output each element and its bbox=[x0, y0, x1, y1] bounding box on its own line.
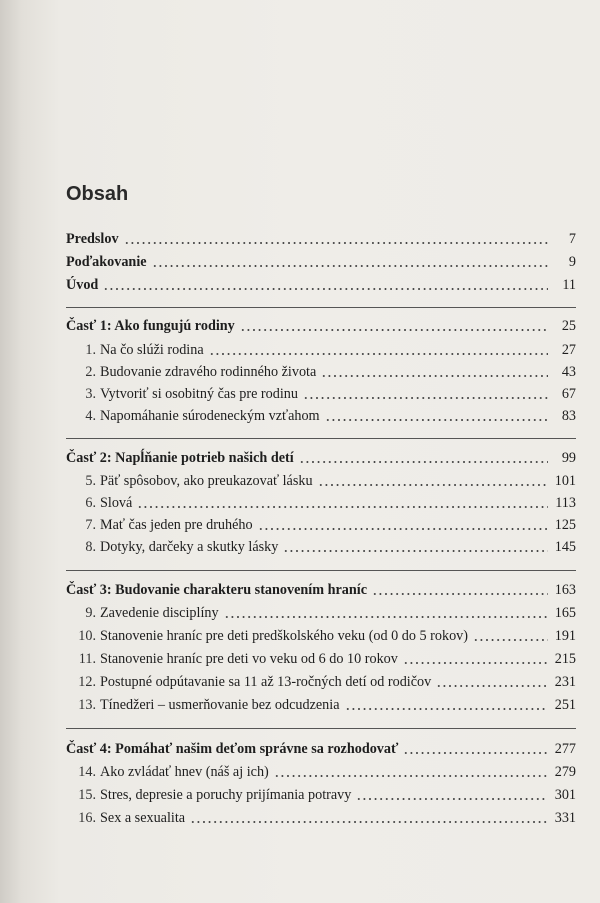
toc-chapter-3 bbox=[66, 383, 576, 403]
chapter-number: 1. bbox=[85, 342, 96, 358]
chapter-label: Ako zvládať hnev (náš aj ich) bbox=[100, 764, 269, 780]
toc-chapter-7 bbox=[66, 514, 576, 534]
toc-part-4 bbox=[66, 738, 576, 758]
toc-entry-uvod bbox=[66, 274, 576, 294]
toc-chapter-13 bbox=[66, 694, 576, 714]
leader-dots bbox=[345, 708, 548, 710]
entry-page: 25 bbox=[561, 318, 576, 334]
entry-page: 101 bbox=[554, 473, 576, 489]
toc-entry-podakovanie bbox=[66, 251, 576, 271]
entry-page: 331 bbox=[554, 810, 576, 826]
chapter-number: 4. bbox=[85, 408, 96, 424]
chapter-label: Dotyky, darčeky a skutky lásky bbox=[100, 539, 279, 555]
toc-part-2 bbox=[66, 447, 576, 467]
toc-chapter-5 bbox=[66, 470, 576, 490]
chapter-number: 14. bbox=[78, 764, 96, 780]
chapter-number: 2. bbox=[85, 364, 96, 380]
leader-dots bbox=[303, 397, 548, 399]
entry-page: 301 bbox=[554, 787, 576, 803]
entry-page: 165 bbox=[554, 605, 576, 621]
chapter-label: Napomáhanie súrodeneckým vzťahom bbox=[100, 408, 320, 424]
chapter-label: Stanovenie hraníc pre deti vo veku od 6 do 10 rokov bbox=[100, 651, 398, 667]
entry-label: Predslov bbox=[66, 231, 119, 247]
leader-dots bbox=[258, 528, 548, 530]
chapter-number: 3. bbox=[85, 386, 96, 402]
leader-dots bbox=[209, 353, 548, 355]
leader-dots bbox=[321, 375, 548, 377]
chapter-label: Stanovenie hraníc pre deti predškolského veku (od 0 do 5 rokov) bbox=[100, 628, 468, 644]
part-title: Časť 4: Pomáhať našim deťom správne sa rozhodovať bbox=[66, 741, 399, 757]
chapter-label: Päť spôsobov, ako preukazovať lásku bbox=[100, 473, 313, 489]
part-title: Časť 1: Ako fungujú rodiny bbox=[66, 318, 235, 334]
leader-dots bbox=[103, 288, 548, 290]
entry-page: 191 bbox=[554, 628, 576, 644]
entry-page: 277 bbox=[554, 741, 576, 757]
leader-dots bbox=[318, 484, 548, 486]
leader-dots bbox=[274, 775, 548, 777]
section-divider bbox=[66, 438, 576, 439]
leader-dots bbox=[124, 242, 548, 244]
chapter-number: 9. bbox=[85, 605, 96, 621]
section-divider bbox=[66, 570, 576, 571]
entry-page: 231 bbox=[554, 674, 576, 690]
chapter-label: Budovanie zdravého rodinného života bbox=[100, 364, 317, 380]
toc-chapter-12 bbox=[66, 671, 576, 691]
toc-part-3 bbox=[66, 579, 576, 599]
chapter-number: 16. bbox=[78, 810, 96, 826]
entry-page: 7 bbox=[568, 231, 576, 247]
entry-page: 125 bbox=[554, 517, 576, 533]
entry-page: 27 bbox=[561, 342, 576, 358]
chapter-number: 12. bbox=[78, 674, 96, 690]
chapter-label: Slová bbox=[100, 495, 133, 511]
chapter-label: Stres, depresie a poruchy prijímania potravy bbox=[100, 787, 352, 803]
entry-page: 113 bbox=[555, 495, 576, 511]
toc-chapter-1 bbox=[66, 339, 576, 359]
chapter-number: 10. bbox=[78, 628, 96, 644]
chapter-label: Vytvoriť si osobitný čas pre rodinu bbox=[100, 386, 298, 402]
chapter-label: Zavedenie disciplíny bbox=[100, 605, 219, 621]
section-divider bbox=[66, 728, 576, 729]
toc-chapter-15 bbox=[66, 784, 576, 804]
leader-dots bbox=[224, 616, 548, 618]
chapter-label: Tínedžeri – usmerňovanie bez odcudzenia bbox=[100, 697, 340, 713]
entry-page: 279 bbox=[554, 764, 576, 780]
leader-dots bbox=[473, 639, 548, 641]
toc-chapter-2 bbox=[66, 361, 576, 381]
chapter-number: 5. bbox=[85, 473, 96, 489]
entry-page: 67 bbox=[561, 386, 576, 402]
leader-dots bbox=[403, 752, 548, 754]
toc-chapter-6 bbox=[66, 492, 576, 512]
chapter-number: 6. bbox=[85, 495, 96, 511]
leader-dots bbox=[137, 506, 548, 508]
chapter-label: Sex a sexualita bbox=[100, 810, 186, 826]
part-title: Časť 2: Napĺňanie potrieb našich detí bbox=[66, 450, 294, 466]
toc-chapter-11 bbox=[66, 648, 576, 668]
entry-page: 163 bbox=[554, 582, 576, 598]
entry-label: Poďakovanie bbox=[66, 254, 147, 270]
leader-dots bbox=[152, 265, 548, 267]
chapter-number: 15. bbox=[78, 787, 96, 803]
chapter-number: 7. bbox=[85, 517, 96, 533]
entry-page: 43 bbox=[561, 364, 576, 380]
toc-part-1 bbox=[66, 315, 576, 335]
chapter-label: Na čo slúži rodina bbox=[100, 342, 204, 358]
section-divider bbox=[66, 307, 576, 308]
leader-dots bbox=[403, 662, 548, 664]
leader-dots bbox=[325, 419, 548, 421]
entry-page: 83 bbox=[561, 408, 576, 424]
leader-dots bbox=[283, 550, 548, 552]
toc-chapter-16 bbox=[66, 807, 576, 827]
toc-title: Obsah bbox=[66, 183, 129, 205]
entry-page: 215 bbox=[554, 651, 576, 667]
toc-chapter-8 bbox=[66, 536, 576, 556]
leader-dots bbox=[190, 821, 548, 823]
chapter-label: Mať čas jeden pre druhého bbox=[100, 517, 253, 533]
entry-page: 145 bbox=[554, 539, 576, 555]
toc-chapter-9 bbox=[66, 602, 576, 622]
chapter-number: 13. bbox=[78, 697, 96, 713]
toc-entry-predslov bbox=[66, 228, 576, 248]
toc-chapter-14 bbox=[66, 761, 576, 781]
leader-dots bbox=[356, 798, 548, 800]
chapter-number: 11. bbox=[78, 651, 96, 667]
entry-label: Úvod bbox=[66, 277, 99, 293]
entry-page: 251 bbox=[554, 697, 576, 713]
entry-page: 9 bbox=[568, 254, 576, 270]
leader-dots bbox=[299, 461, 548, 463]
toc-chapter-10 bbox=[66, 625, 576, 645]
leader-dots bbox=[372, 593, 548, 595]
entry-page: 99 bbox=[561, 450, 576, 466]
chapter-label: Postupné odpútavanie sa 11 až 13-ročných detí od rodičov bbox=[100, 674, 432, 690]
entry-page: 11 bbox=[562, 277, 576, 293]
leader-dots bbox=[240, 329, 548, 331]
chapter-number: 8. bbox=[85, 539, 96, 555]
leader-dots bbox=[436, 685, 548, 687]
toc-chapter-4 bbox=[66, 405, 576, 425]
part-title: Časť 3: Budovanie charakteru stanovením hraníc bbox=[66, 582, 368, 598]
